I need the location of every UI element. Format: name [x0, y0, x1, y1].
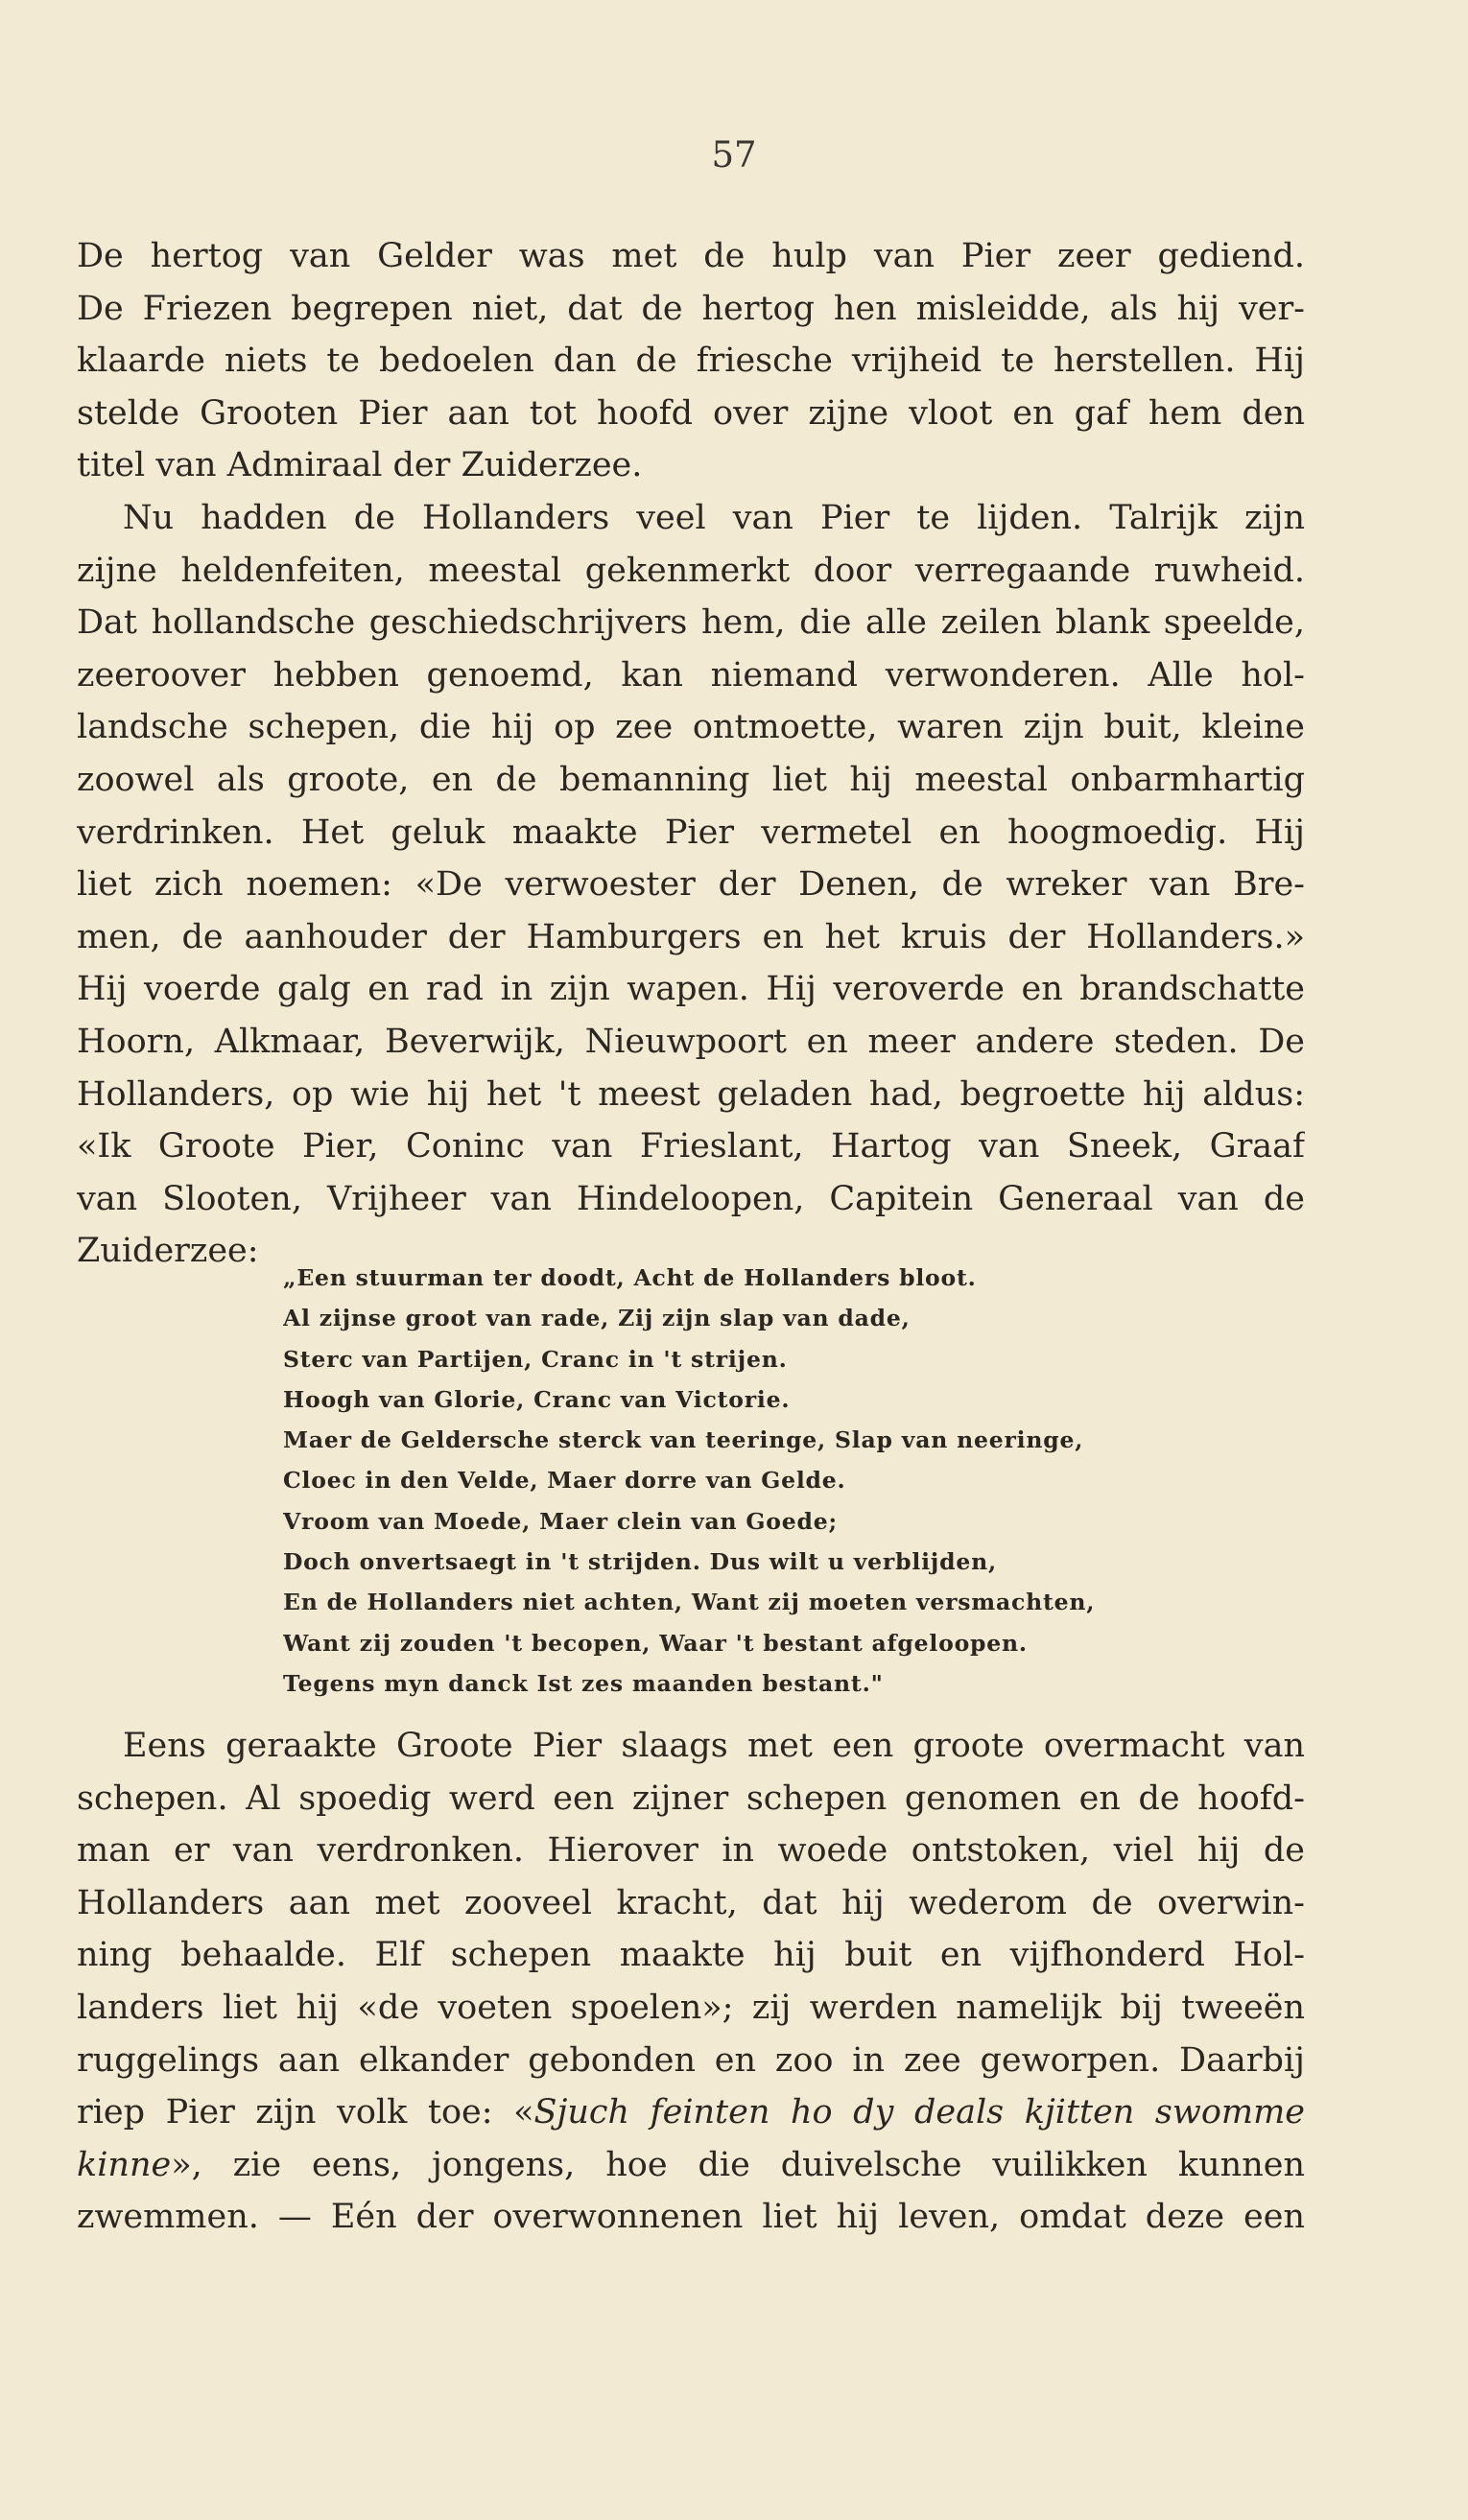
text-line: De hertog van Gelder was met de hulp van Pier zeer gediend.: [77, 237, 1305, 275]
text-line: landers liet hij «de voeten spoelen»; zij werden namelijk bij tweeën: [77, 1988, 1305, 2027]
text-line: De Friezen begrepen niet, dat de hertog hen misleidde, als hij ver-: [77, 289, 1305, 328]
verse-line: Sterc van Partijen, Cranc in 't strijen.: [283, 1345, 788, 1373]
verse-line: Hoogh van Glorie, Cranc van Victorie.: [283, 1385, 791, 1413]
frisian-quote: Sjuch feinten ho dy deals kjitten swomme: [533, 2093, 1305, 2132]
text-line: [77, 2139, 1305, 2192]
paragraph-2: [77, 492, 1305, 1278]
text-segment: riep Pier zijn volk toe: «: [77, 2093, 534, 2132]
verse-line: Doch onvertsaegt in 't strijden. Dus wilt u verblijden,: [283, 1548, 997, 1576]
verse-quote: [283, 1258, 1147, 1704]
text-line: van Slooten, Vrijheer van Hindeloopen, Capitein Generaal van de: [77, 1179, 1305, 1218]
text-line: Dat hollandsche geschiedschrijvers hem, die alle zeilen blank speelde,: [77, 603, 1305, 643]
verse-line: En de Hollanders niet achten, Want zij moeten versmachten,: [283, 1589, 1096, 1616]
text-line: schepen. Al spoedig werd een zijner schepen genomen en de hoofd-: [77, 1778, 1305, 1818]
text-line: Eens geraakte Groote Pier slaags met een groote overmacht van: [123, 1727, 1305, 1765]
text-line: verdrinken. Het geluk maakte Pier vermetel en hoogmoedig. Hij: [77, 813, 1305, 852]
text-line: titel van Admiraal der Zuiderzee.: [77, 446, 643, 485]
text-line: Zuiderzee:: [77, 1232, 259, 1271]
verse-line: Vroom van Moede, Maer clein van Goede;: [283, 1507, 838, 1535]
text-line: Hij voerde galg en rad in zijn wapen. Hij veroverde en brandschatte: [77, 970, 1305, 1009]
text-line: liet zich noemen: «De verwoester der Denen, de wreker van Bre-: [77, 865, 1305, 905]
text-line: zwemmen. — Eén der overwonnenen liet hij leven, omdat deze een: [77, 2198, 1305, 2237]
page-number: 57: [711, 134, 757, 176]
verse-line: Cloec in den Velde, Maer dorre van Gelde.: [283, 1467, 846, 1495]
paragraph-1: [77, 230, 1305, 492]
text-line: Hollanders, op wie hij het 't meest geladen had, begroette hij aldus:: [77, 1074, 1305, 1114]
text-line: stelde Grooten Pier aan tot hoofd over zijne vloot en gaf hem den: [77, 393, 1305, 433]
text-segment: », zie eens, jongens, hoe die duivelsche vuilikken kunnen: [171, 2145, 1305, 2184]
text-line: men, de aanhouder der Hamburgers en het kruis der Hollanders.»: [77, 917, 1305, 956]
frisian-quote: kinne: [77, 2145, 172, 2184]
text-line: klaarde niets te bedoelen dan de friesche vrijheid te herstellen. Hij: [77, 341, 1305, 381]
text-line: zijne heldenfeiten, meestal gekenmerkt door verregaande ruwheid.: [77, 551, 1305, 590]
text-line: Hollanders aan met zooveel kracht, dat hij wederom de overwin-: [77, 1883, 1305, 1922]
verse-line: „Een stuurman ter doodt, Acht de Hollanders bloot.: [283, 1264, 977, 1291]
text-line: man er van verdronken. Hierover in woede ontstoken, viel hij de: [77, 1831, 1305, 1871]
paragraph-3: [77, 1720, 1305, 2244]
text-line: [77, 2086, 1305, 2139]
text-line: ning behaalde. Elf schepen maakte hij buit en vijfhonderd Hol-: [77, 1936, 1305, 1975]
text-line: «Ik Groote Pier, Coninc van Frieslant, Hartog van Sneek, Graaf: [77, 1127, 1305, 1166]
text-line: zeeroover hebben genoemd, kan niemand verwonderen. Alle hol-: [77, 655, 1305, 695]
verse-line: Maer de Geldersche sterck van teeringe, Slap van neeringe,: [283, 1426, 1084, 1454]
verse-line: Want zij zouden 't becopen, Waar 't bestant afgeloopen.: [283, 1629, 1028, 1657]
text-line: Nu hadden de Hollanders veel van Pier te lijden. Talrijk zijn: [123, 499, 1305, 537]
text-line: zoowel als groote, en de bemanning liet hij meestal onbarmhartig: [77, 760, 1305, 799]
verse-line: Tegens myn danck Ist zes maanden bestant.": [283, 1669, 884, 1697]
text-line: ruggelings aan elkander gebonden en zoo in zee geworpen. Daarbij: [77, 2040, 1305, 2080]
verse-line: Al zijnse groot van rade, Zij zijn slap van dade,: [283, 1305, 911, 1332]
text-line: landsche schepen, die hij op zee ontmoette, waren zijn buit, kleine: [77, 708, 1305, 747]
text-line: Hoorn, Alkmaar, Beverwijk, Nieuwpoort en meer andere steden. De: [77, 1022, 1305, 1061]
